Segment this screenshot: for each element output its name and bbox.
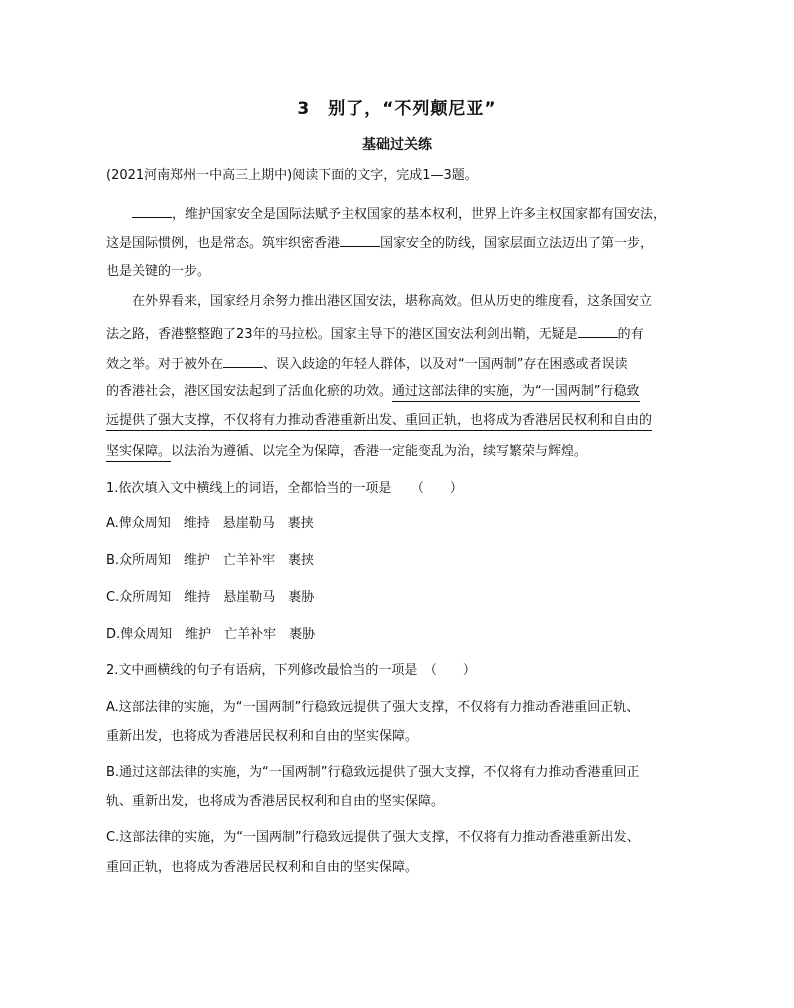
passage-line: 在外界看来，国家经月余努力推出港区国安法，堪称高效。但从历史的维度看，这条国安立 (132, 294, 653, 309)
question-2-option-b-cont: 轨、重新出发，也将成为香港居民权利和自由的坚实保障。 (106, 794, 445, 809)
fill-blank-4 (223, 353, 263, 368)
lesson-number: 3 (297, 99, 311, 119)
passage-line: 也是关键的一步。 (106, 264, 211, 279)
question-2-stem: 2.文中画横线的句子有语病，下列修改最恰当的一项是 （ ） (106, 663, 476, 678)
source-line: (2021河南郑州一中高三上期中)阅读下面的文字，完成1—3题。 (106, 168, 478, 183)
question-2-option-b: B.通过这部法律的实施，为“一国两制”行稳致远提供了强大支撑，不仅将有力推动香港重回正 (106, 765, 640, 780)
question-1-option-a: A.俾众周知 维持 悬崖勒马 裹挟 (106, 516, 314, 531)
question-1-stem: 1.依次填入文中横线上的词语，全都恰当的一项是 （ ） (106, 481, 463, 496)
question-1-option-d: D.俾众周知 维护 亡羊补牢 裹胁 (106, 627, 316, 642)
question-2-option-a: A.这部法律的实施，为“一国两制”行稳致远提供了强大支撑，不仅将有力推动香港重回正轨、 (106, 700, 640, 715)
passage-line: 的香港社会，港区国安法起到了活血化瘀的功效。通过这部法律的实施，为“一国两制”行稳致 (106, 382, 640, 402)
lesson-title-text: 别了，“不列颠尼亚” (328, 99, 497, 119)
passage-line: 这是国际惯例，也是常态。筑牢织密香港 国家安全的防线，国家层面立法迈出了第一步， (106, 232, 653, 254)
fill-blank-2 (340, 232, 380, 247)
underlined-sentence: 远提供了强大支撑，不仅将有力推动香港重新出发、重回正轨，也将成为香港居民权利和自由的 (106, 413, 652, 431)
underlined-sentence: 坚实保障。 (106, 444, 171, 462)
question-1-option-c: C.众所周知 维持 悬崖勒马 裹胁 (106, 590, 315, 605)
question-2-option-a-cont: 重新出发，也将成为香港居民权利和自由的坚实保障。 (106, 729, 419, 744)
passage-line: 效之举。对于被外在 、误入歧途的年轻人群体，以及对“一国两制”存在困惑或者误读 (106, 353, 628, 375)
question-2-option-c: C.这部法律的实施，为“一国两制”行稳致远提供了强大支撑，不仅将有力推动香港重新出发、 (106, 830, 640, 845)
passage-line (106, 411, 652, 431)
passage-line: 法之路，香港整整跑了23年的马拉松。国家主导下的港区国安法利剑出鞘，无疑是 的有 (106, 323, 644, 345)
fill-blank-3 (578, 323, 618, 338)
question-1-option-b: B.众所周知 维护 亡羊补牢 裹挟 (106, 553, 315, 568)
lesson-title (0, 94, 794, 119)
passage-line: 坚实保障。以法治为遵循、以完全为保障，香港一定能变乱为治，续写繁荣与辉煌。 (106, 442, 587, 462)
fill-blank-1 (132, 203, 172, 218)
passage-line: ，维护国家安全是国际法赋予主权国家的基本权利，世界上许多主权国家都有国安法， (106, 203, 666, 225)
question-2-option-c-cont: 重回正轨，也将成为香港居民权利和自由的坚实保障。 (106, 860, 419, 875)
underlined-sentence: 通过这部法律的实施，为“一国两制”行稳致 (392, 384, 639, 402)
section-subtitle: 基础过关练 (362, 137, 432, 153)
